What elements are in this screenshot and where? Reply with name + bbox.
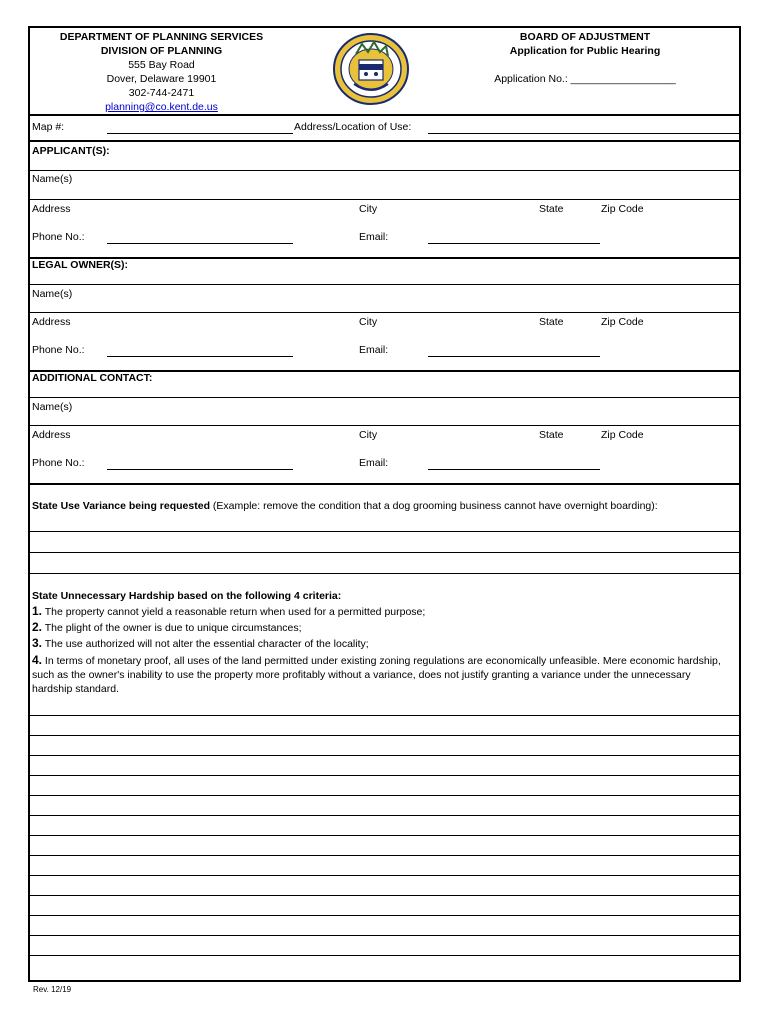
owner-email-field[interactable] <box>428 356 600 357</box>
criterion-4: 4. In terms of monetary proof, all uses of the land permitted under existing zoning regulations are economically unfeasible. Mere economic hardship, such as the owner's inability to use the property more profitably without a variance, does not justify granting a variance under the unnecessary hardship standard. <box>32 653 721 695</box>
hardship-answer-line[interactable] <box>30 795 739 796</box>
application-form <box>28 26 741 982</box>
contact-name-field[interactable] <box>30 425 739 426</box>
variance-example: (Example: remove the condition that a dog grooming business cannot have overnight boarding): <box>210 500 658 512</box>
applicant-zip-label: Zip Code <box>601 203 644 215</box>
owner-phone-label: Phone No.: <box>32 344 85 356</box>
hardship-answer-line[interactable] <box>30 775 739 776</box>
division-name: DIVISION OF PLANNING <box>100 45 223 57</box>
hardship-answer-line[interactable] <box>30 935 739 936</box>
hardship-answer-line[interactable] <box>30 815 739 816</box>
contact-phone-label: Phone No.: <box>32 457 85 469</box>
contact-city-label: City <box>359 429 378 441</box>
hardship-answer-line[interactable] <box>30 955 739 956</box>
variance-prompt <box>32 499 722 513</box>
city-state-zip: Dover, Delaware 19901 <box>106 73 217 85</box>
divider <box>30 284 739 285</box>
hardship-answer-line[interactable] <box>30 855 739 856</box>
variance-answer-line[interactable] <box>30 552 739 553</box>
contact-zip-label: Zip Code <box>601 429 644 441</box>
hardship-answer-line[interactable] <box>30 895 739 896</box>
divider <box>30 257 739 259</box>
applicant-state-label: State <box>539 203 564 215</box>
owner-state-label: State <box>539 316 564 328</box>
owner-section-title: LEGAL OWNER(S): <box>32 259 129 271</box>
criterion-1: 1. The property cannot yield a reasonable return when used for a permitted purpose; <box>32 604 426 618</box>
contact-phone-field[interactable] <box>107 469 293 470</box>
contact-email-label: Email: <box>359 457 389 469</box>
owner-email-label: Email: <box>359 344 389 356</box>
phone-number: 302-744-2471 <box>128 87 195 99</box>
divider <box>30 140 739 142</box>
hardship-answer-line[interactable] <box>30 735 739 736</box>
owner-address-label: Address <box>32 316 71 328</box>
contact-address-label: Address <box>32 429 71 441</box>
owner-name-field[interactable] <box>30 312 739 313</box>
applicant-email-label: Email: <box>359 231 389 243</box>
map-number-field[interactable] <box>107 133 293 134</box>
application-number-field[interactable]: Application No.: __________________ <box>494 73 676 85</box>
department-header <box>30 30 293 114</box>
owner-phone-field[interactable] <box>107 356 293 357</box>
owner-city-label: City <box>359 316 378 328</box>
variance-answer-line[interactable] <box>30 531 739 532</box>
hardship-answer-line[interactable] <box>30 755 739 756</box>
contact-section-title: ADDITIONAL CONTACT: <box>32 372 153 384</box>
applicant-phone-field[interactable] <box>107 243 293 244</box>
address-location-label: Address/Location of Use: <box>294 121 412 133</box>
county-seal-icon <box>332 32 410 106</box>
board-header <box>480 30 690 86</box>
address-location-field[interactable] <box>428 133 740 134</box>
street-address: 555 Bay Road <box>128 59 195 71</box>
board-name: BOARD OF ADJUSTMENT <box>519 31 651 43</box>
divider <box>30 397 739 398</box>
applicant-section-title: APPLICANT(S): <box>32 145 110 157</box>
map-number-label: Map #: <box>32 121 65 133</box>
contact-email-field[interactable] <box>428 469 600 470</box>
hardship-answer-line[interactable] <box>30 915 739 916</box>
owner-name-label: Name(s) <box>32 288 73 300</box>
variance-answer-line[interactable] <box>30 573 739 574</box>
applicant-email-field[interactable] <box>428 243 600 244</box>
contact-name-label: Name(s) <box>32 401 73 413</box>
divider <box>30 483 739 485</box>
applicant-name-field[interactable] <box>30 199 739 200</box>
hardship-title: State Unnecessary Hardship based on the following 4 criteria: <box>32 590 342 602</box>
divider <box>30 114 739 116</box>
divider <box>30 170 739 171</box>
owner-zip-label: Zip Code <box>601 316 644 328</box>
applicant-address-label: Address <box>32 203 71 215</box>
criterion-2: 2. The plight of the owner is due to unique circumstances; <box>32 620 302 634</box>
department-name: DEPARTMENT OF PLANNING SERVICES <box>59 31 264 43</box>
applicant-city-label: City <box>359 203 378 215</box>
application-title: Application for Public Hearing <box>509 45 661 57</box>
variance-title: State Use Variance being requested <box>32 500 210 512</box>
contact-state-label: State <box>539 429 564 441</box>
applicant-phone-label: Phone No.: <box>32 231 85 243</box>
hardship-answer-line[interactable] <box>30 715 739 716</box>
revision-date: Rev. 12/19 <box>33 985 72 994</box>
hardship-answer-line[interactable] <box>30 875 739 876</box>
email-link[interactable]: planning@co.kent.de.us <box>105 101 218 113</box>
applicant-name-label: Name(s) <box>32 173 73 185</box>
criterion-3: 3. The use authorized will not alter the essential character of the locality; <box>32 636 369 650</box>
hardship-answer-line[interactable] <box>30 835 739 836</box>
